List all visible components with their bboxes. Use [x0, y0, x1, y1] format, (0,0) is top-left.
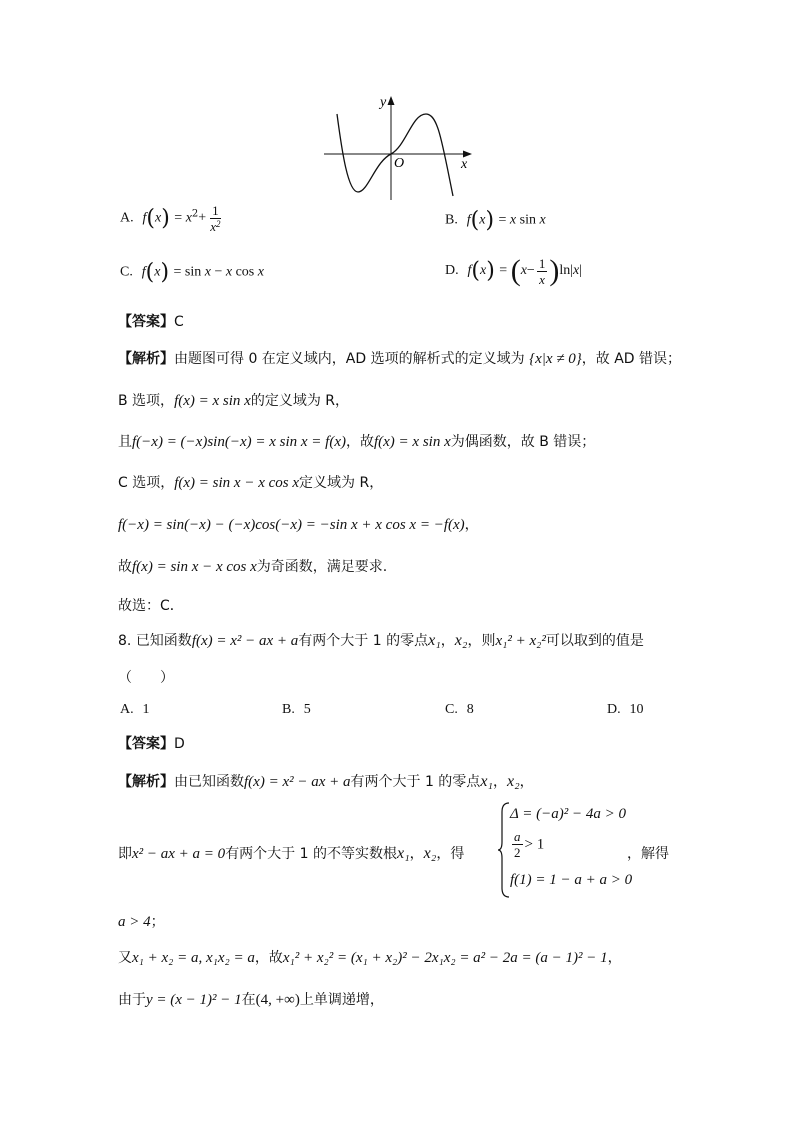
analysis-7-line-6: 故f(x) = sin x − x cos x为奇函数，满足要求.	[118, 559, 388, 575]
analysis-8-line-3: a > 4；	[118, 914, 165, 930]
analysis-7-line-1: 【解析】由题图可得 0 在定义域内，AD 选项的解析式的定义域为 {x|x ≠ 0}，故 AD 错误；	[118, 351, 682, 367]
option-label: D.	[445, 263, 459, 278]
analysis-7-line-2: B 选项，f(x) = x sin x的定义域为 R，	[118, 393, 350, 409]
question-8-option-a: A. 1	[120, 702, 150, 717]
analysis-8-solve: ，解得	[627, 846, 669, 862]
system-line-2: $\frac{a}{2}$ > 1	[514, 829, 545, 860]
answer-value: C	[174, 314, 184, 330]
x-axis-label: x	[461, 157, 468, 172]
curve	[337, 114, 453, 196]
y-axis-arrow	[388, 96, 395, 105]
function-graph	[320, 92, 480, 202]
question-8-paren: （ ）	[118, 670, 174, 686]
origin-label: O	[394, 156, 405, 171]
analysis-7-line-3: 且f(−x) = (−x)sin(−x) = x sin x = f(x)，故f(x) = x sin x为偶函数，故 B 错误；	[118, 434, 596, 450]
option-label: C.	[120, 264, 133, 280]
analysis-8-line-1: 【解析】由已知函数f(x) = x² − ax + a有两个大于 1 的零点x₁，x₂，	[118, 773, 534, 790]
answer-tag: 【答案】	[118, 314, 174, 330]
analysis-8-line-5: 由于y = (x − 1)² − 1在(4, +∞)上单调递增，	[118, 992, 384, 1008]
analysis-8-line-2: 即x² − ax + a = 0有两个大于 1 的不等实数根x₁，x₂，得	[118, 845, 465, 862]
answer-7	[118, 311, 184, 331]
system-line-3: f(1) = 1 − a + a > 0	[510, 872, 633, 888]
option-7-c: C. f(x) = sin x − x cos x	[120, 260, 264, 285]
question-8-option-c: C. 8	[445, 702, 474, 717]
question-8-option-d: D. 10	[607, 702, 644, 717]
question-8-option-b: B. 5	[282, 702, 311, 717]
option-7-a: A. $f(x) = x^2+$ $\frac{1}{x^2}$	[120, 203, 221, 234]
answer-8: 【答案】D	[118, 736, 185, 752]
analysis-7-line-7: 故选：C．	[118, 598, 184, 614]
question-8-stem: 8. 已知函数f(x) = x² − ax + a有两个大于 1 的零点x₁，x₂，则x₁² + x₂²可以取到的值是	[118, 632, 644, 649]
analysis-8-line-4: 又x₁ + x₂ = a, x₁x₂ = a，故x₁² + x₂² = (x₁ + x₂)² − 2x₁x₂ = a² − 2a = (a − 1)² − 1，	[118, 950, 622, 966]
option-7-d: D. f(x) = (x− $\frac{1}{x}$ )ln|x|	[445, 254, 583, 287]
system-line-1: Δ = (−a)² − 4a > 0	[510, 806, 627, 822]
system-brace	[498, 802, 510, 898]
analysis-7-line-4: C 选项，f(x) = sin x − x cos x定义域为 R，	[118, 475, 384, 491]
analysis-7-line-5: f(−x) = sin(−x) − (−x)cos(−x) = −sin x + x cos x = −f(x)，	[118, 517, 479, 533]
option-7-b: B. f(x) = x sin x	[445, 208, 546, 233]
y-axis-label: y	[380, 95, 387, 110]
option-label: B.	[445, 212, 458, 228]
option-label: A.	[120, 210, 134, 226]
